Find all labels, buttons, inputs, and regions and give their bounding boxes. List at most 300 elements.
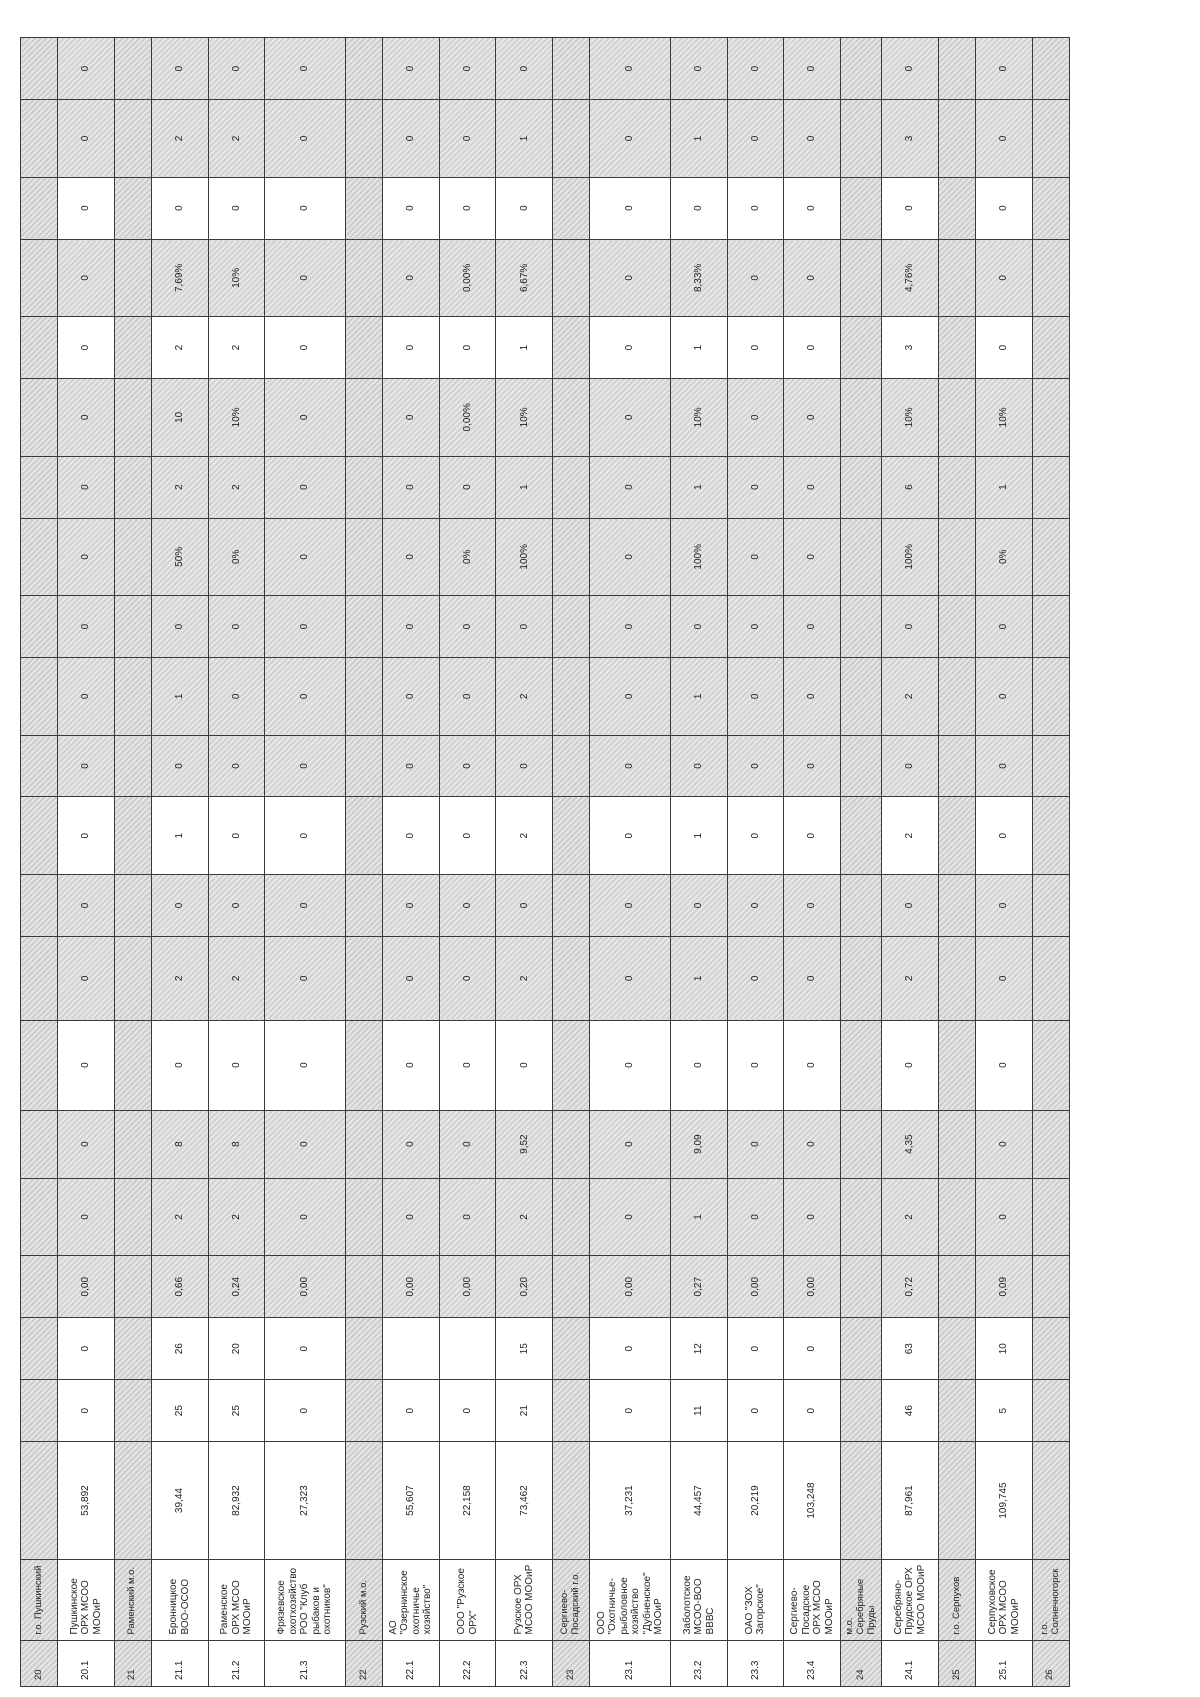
table-cell: 0 [590, 379, 671, 456]
empty-cell [841, 1256, 882, 1318]
table-cell: 0 [784, 239, 841, 316]
table-cell: 0 [439, 1020, 496, 1110]
table-cell: 0 [383, 177, 440, 239]
table-cell: 10% [496, 379, 553, 456]
table-cell: 0 [265, 317, 346, 379]
empty-cell [841, 100, 882, 177]
table-cell: 0 [882, 177, 939, 239]
empty-cell [21, 1020, 58, 1110]
table-cell: 0 [439, 317, 496, 379]
table-cell: 2 [882, 658, 939, 735]
table-cell: 0 [383, 317, 440, 379]
table-cell: 0 [784, 936, 841, 1020]
table-cell: 0 [265, 936, 346, 1020]
table-cell: 0 [383, 936, 440, 1020]
table-cell: 0 [882, 38, 939, 100]
table-cell: 0% [439, 518, 496, 595]
table-cell: 1 [670, 797, 727, 874]
table-cell: 0 [265, 1110, 346, 1178]
row-number: 23.2 [670, 1640, 727, 1686]
rotated-page [20, 37, 1070, 1687]
table-cell: 0 [58, 1380, 115, 1442]
table-cell: 10% [670, 379, 727, 456]
table-row [882, 38, 939, 1687]
table-row [784, 38, 841, 1687]
empty-cell [21, 1178, 58, 1255]
table-cell: 0 [439, 797, 496, 874]
table-cell: 0 [383, 1380, 440, 1442]
table-cell: 0,00% [439, 239, 496, 316]
row-name: Заболотское МСОО-ВОО ВВВС [670, 1559, 727, 1640]
table-cell: 0 [882, 1020, 939, 1110]
table-cell: 0 [727, 518, 784, 595]
table-cell: 12 [670, 1318, 727, 1380]
table-cell: 2 [496, 1178, 553, 1255]
table-cell: 0 [727, 379, 784, 456]
table-cell: 6,67% [496, 239, 553, 316]
empty-cell [1032, 1380, 1069, 1442]
table-cell: 0 [727, 936, 784, 1020]
empty-cell [938, 518, 975, 595]
table-cell: 0 [383, 379, 440, 456]
empty-cell [553, 518, 590, 595]
empty-cell [114, 1318, 151, 1380]
empty-cell [114, 38, 151, 100]
table-cell: 0 [208, 177, 265, 239]
empty-cell [114, 239, 151, 316]
empty-cell [1032, 658, 1069, 735]
empty-cell [345, 936, 382, 1020]
row-number: 23.4 [784, 1640, 841, 1686]
empty-cell [345, 1256, 382, 1318]
table-cell: 0 [784, 658, 841, 735]
empty-cell [938, 177, 975, 239]
group-row [21, 38, 58, 1687]
empty-cell [938, 317, 975, 379]
table-cell: 10 [151, 379, 208, 456]
table-cell: 0 [383, 797, 440, 874]
table-cell: 0 [727, 797, 784, 874]
empty-cell [21, 1318, 58, 1380]
table-cell: 100% [496, 518, 553, 595]
empty-cell [114, 317, 151, 379]
table-cell: 0 [784, 735, 841, 797]
table-cell: 1 [670, 317, 727, 379]
table-cell: 0 [590, 797, 671, 874]
empty-cell [345, 735, 382, 797]
table-cell: 1 [670, 1178, 727, 1255]
row-name: г.о. Пушкинский [21, 1559, 58, 1640]
empty-cell [21, 1110, 58, 1178]
empty-cell [345, 1020, 382, 1110]
table-cell: 50% [151, 518, 208, 595]
empty-cell [841, 1318, 882, 1380]
table-cell: 0 [439, 735, 496, 797]
row-name: ООО "Рузское ОРХ" [439, 1559, 496, 1640]
table-cell: 0 [976, 596, 1033, 658]
empty-cell [1032, 379, 1069, 456]
table-cell: 0% [208, 518, 265, 595]
table-cell: 0 [58, 797, 115, 874]
empty-cell [1032, 797, 1069, 874]
empty-cell [553, 1318, 590, 1380]
empty-cell [345, 1318, 382, 1380]
table-cell: 0 [439, 936, 496, 1020]
table-cell: 20 [208, 1318, 265, 1380]
table-cell: 0 [383, 518, 440, 595]
table-cell: 0 [58, 1178, 115, 1255]
empty-cell [841, 658, 882, 735]
table-cell: 0,27 [670, 1256, 727, 1318]
empty-cell [841, 38, 882, 100]
row-name: АО "Озернинское охотничье хозяйство" [383, 1559, 440, 1640]
empty-cell [345, 596, 382, 658]
table-cell: 0 [151, 596, 208, 658]
table-cell: 9,52 [496, 1110, 553, 1178]
table-cell: 0,00 [727, 1256, 784, 1318]
table-cell: 0,00 [265, 1256, 346, 1318]
empty-cell [114, 1178, 151, 1255]
table-cell: 0,00 [439, 1256, 496, 1318]
table-cell: 0 [727, 177, 784, 239]
empty-cell [553, 456, 590, 518]
table-cell: 0 [590, 1020, 671, 1110]
table-cell: 0 [439, 456, 496, 518]
table-cell: 0 [727, 1318, 784, 1380]
empty-cell [1032, 596, 1069, 658]
empty-cell [345, 379, 382, 456]
table-cell: 82,932 [208, 1442, 265, 1560]
empty-cell [1032, 38, 1069, 100]
table-cell: 0,09 [976, 1256, 1033, 1318]
table-cell: 0 [496, 1020, 553, 1110]
table-cell: 0 [976, 874, 1033, 936]
table-cell: 0 [976, 797, 1033, 874]
table-cell: 0 [590, 100, 671, 177]
empty-cell [345, 874, 382, 936]
table-cell: 0 [151, 1020, 208, 1110]
empty-cell [114, 177, 151, 239]
table-cell: 0 [727, 735, 784, 797]
table-cell: 26 [151, 1318, 208, 1380]
empty-cell [841, 239, 882, 316]
table-cell: 11 [670, 1380, 727, 1442]
table-cell: 2 [151, 456, 208, 518]
empty-cell [553, 239, 590, 316]
table-cell: 0 [784, 1318, 841, 1380]
empty-cell [1032, 874, 1069, 936]
empty-cell [553, 1020, 590, 1110]
table-cell: 0 [265, 1380, 346, 1442]
row-number: 23.1 [590, 1640, 671, 1686]
table-cell: 0 [265, 1318, 346, 1380]
table-row [727, 38, 784, 1687]
table-cell: 0 [670, 1020, 727, 1110]
table-cell: 0 [727, 1178, 784, 1255]
table-row [58, 38, 115, 1687]
table-cell: 2 [882, 936, 939, 1020]
table-cell: 0 [208, 38, 265, 100]
table-cell: 0 [58, 518, 115, 595]
empty-cell [114, 797, 151, 874]
table-cell: 0 [590, 38, 671, 100]
table-cell: 0 [58, 379, 115, 456]
table-cell: 10% [976, 379, 1033, 456]
group-row [114, 38, 151, 1687]
table-cell: 0 [590, 518, 671, 595]
table-cell: 0 [58, 1020, 115, 1110]
row-number: 21.1 [151, 1640, 208, 1686]
row-name: Рузское ОРХ МСОО МООиР [496, 1559, 553, 1640]
empty-cell [841, 317, 882, 379]
table-cell: 0 [976, 38, 1033, 100]
table-cell: 0 [976, 735, 1033, 797]
table-cell: 0 [784, 38, 841, 100]
table-cell: 5 [976, 1380, 1033, 1442]
table-cell: 0 [383, 735, 440, 797]
table-cell: 73,462 [496, 1442, 553, 1560]
table-cell: 0 [784, 874, 841, 936]
table-cell: 2 [496, 797, 553, 874]
table-cell: 0 [784, 1380, 841, 1442]
table-cell: 1 [151, 797, 208, 874]
table-cell: 0 [208, 658, 265, 735]
table-cell: 0 [784, 379, 841, 456]
table-cell: 0 [383, 239, 440, 316]
empty-cell [938, 1256, 975, 1318]
table-cell: 0 [208, 596, 265, 658]
row-name: ОАО "ЗОХ Загорское" [727, 1559, 784, 1640]
table-cell: 0 [590, 1178, 671, 1255]
table-cell: 46 [882, 1380, 939, 1442]
table-cell: 0 [58, 1110, 115, 1178]
table-cell: 0 [590, 658, 671, 735]
table-cell: 0 [208, 874, 265, 936]
table-cell: 0 [590, 596, 671, 658]
table-cell: 0 [151, 735, 208, 797]
table-cell: 0 [439, 1178, 496, 1255]
table-cell: 0 [976, 658, 1033, 735]
empty-cell [1032, 1318, 1069, 1380]
empty-cell [1032, 100, 1069, 177]
row-number: 25 [938, 1640, 975, 1686]
table-cell: 100% [882, 518, 939, 595]
table-cell: 1 [496, 456, 553, 518]
row-number: 26 [1032, 1640, 1069, 1686]
row-name: Раменское ОРХ МСОО МООиР [208, 1559, 265, 1640]
table-cell: 0 [882, 735, 939, 797]
empty-cell [114, 936, 151, 1020]
empty-cell [553, 1380, 590, 1442]
table-cell: 9,09 [670, 1110, 727, 1178]
table-cell: 0 [727, 1020, 784, 1110]
table-cell: 0 [265, 874, 346, 936]
table-cell: 1 [496, 317, 553, 379]
table-cell: 0 [727, 1110, 784, 1178]
table-cell: 0 [265, 1178, 346, 1255]
empty-cell [553, 596, 590, 658]
empty-cell [938, 735, 975, 797]
table-cell: 0 [976, 317, 1033, 379]
row-name: г.о. Серпухов [938, 1559, 975, 1640]
table-cell: 0 [590, 239, 671, 316]
table-cell: 0,00 [784, 1256, 841, 1318]
table-cell: 0 [151, 874, 208, 936]
empty-cell [21, 797, 58, 874]
table-cell: 1 [670, 100, 727, 177]
empty-cell [21, 1380, 58, 1442]
table-cell: 0 [590, 936, 671, 1020]
table-cell: 0 [670, 735, 727, 797]
empty-cell [21, 596, 58, 658]
empty-cell [553, 177, 590, 239]
table-cell: 0 [976, 1178, 1033, 1255]
table-row [439, 38, 496, 1687]
empty-cell [553, 100, 590, 177]
empty-cell [21, 379, 58, 456]
empty-cell [938, 658, 975, 735]
table-cell: 0 [265, 658, 346, 735]
empty-cell [553, 874, 590, 936]
table-cell: 10 [976, 1318, 1033, 1380]
row-number: 20 [21, 1640, 58, 1686]
table-cell: 2 [151, 100, 208, 177]
group-row [1032, 38, 1069, 1687]
row-number: 20.1 [58, 1640, 115, 1686]
table-cell: 25 [208, 1380, 265, 1442]
empty-cell [1032, 456, 1069, 518]
row-number: 23.3 [727, 1640, 784, 1686]
table-row [496, 38, 553, 1687]
empty-cell [1032, 936, 1069, 1020]
group-row [841, 38, 882, 1687]
empty-cell [841, 735, 882, 797]
table-cell: 0 [976, 936, 1033, 1020]
table-cell: 0 [590, 1318, 671, 1380]
empty-cell [1032, 1442, 1069, 1560]
table-cell: 6 [882, 456, 939, 518]
table-cell: 22,158 [439, 1442, 496, 1560]
table-cell: 1 [151, 658, 208, 735]
table-cell: 0 [151, 177, 208, 239]
empty-cell [345, 658, 382, 735]
table-cell: 0 [265, 177, 346, 239]
empty-cell [345, 518, 382, 595]
table-row [670, 38, 727, 1687]
row-name: Фрязевское охотхозяйство РОО "Клуб рыбаков и охотников" [265, 1559, 346, 1640]
table-cell: 100% [670, 518, 727, 595]
row-number: 22 [345, 1640, 382, 1686]
table-cell: 0 [784, 596, 841, 658]
table-cell: 0 [976, 239, 1033, 316]
table-row [151, 38, 208, 1687]
table-cell: 8,33% [670, 239, 727, 316]
empty-cell [938, 239, 975, 316]
empty-cell [938, 1442, 975, 1560]
table-cell: 0 [784, 518, 841, 595]
table-cell: 0 [58, 874, 115, 936]
empty-cell [21, 100, 58, 177]
empty-cell [114, 735, 151, 797]
empty-cell [938, 874, 975, 936]
table-row [976, 38, 1033, 1687]
empty-cell [345, 797, 382, 874]
row-name: ООО "Охотничье-рыболовное хозяйство "Дубненское" МООиР [590, 1559, 671, 1640]
empty-cell [21, 735, 58, 797]
empty-cell [114, 1110, 151, 1178]
row-name: Сергиево-Посадское ОРХ МСОО МООиР [784, 1559, 841, 1640]
table-cell: 3 [882, 317, 939, 379]
table-cell: 0 [727, 100, 784, 177]
group-row [938, 38, 975, 1687]
empty-cell [938, 100, 975, 177]
row-number: 22.2 [439, 1640, 496, 1686]
table-cell: 1 [976, 456, 1033, 518]
table-cell: 0 [265, 1020, 346, 1110]
row-name: г.о. Солнечногорск [1032, 1559, 1069, 1640]
table-cell: 0 [670, 38, 727, 100]
table-cell: 0 [727, 38, 784, 100]
table-cell: 0 [58, 596, 115, 658]
table-cell: 0 [383, 1178, 440, 1255]
group-row [345, 38, 382, 1687]
table-cell: 2 [208, 317, 265, 379]
table-cell: 0 [784, 100, 841, 177]
empty-cell [553, 379, 590, 456]
table-cell: 39,44 [151, 1442, 208, 1560]
empty-cell [1032, 317, 1069, 379]
table-cell: 2 [882, 1178, 939, 1255]
table-cell: 0,20 [496, 1256, 553, 1318]
row-number: 23 [553, 1640, 590, 1686]
table-cell: 0 [58, 239, 115, 316]
empty-cell [841, 1442, 882, 1560]
row-name: Бронницкое ВОО-ОСОО [151, 1559, 208, 1640]
table-cell: 0 [58, 177, 115, 239]
empty-cell [938, 1178, 975, 1255]
empty-cell [21, 658, 58, 735]
empty-cell [553, 936, 590, 1020]
empty-cell [841, 1178, 882, 1255]
table-cell: 0 [784, 797, 841, 874]
table-cell: 0 [590, 1380, 671, 1442]
empty-cell [553, 735, 590, 797]
table-cell: 0 [151, 38, 208, 100]
table-cell: 20,219 [727, 1442, 784, 1560]
row-name: Серпуховское ОРХ МСОО МООиР [976, 1559, 1033, 1640]
table-cell: 0 [727, 317, 784, 379]
table-cell: 0 [670, 874, 727, 936]
empty-cell [345, 1442, 382, 1560]
table-cell: 0 [784, 177, 841, 239]
empty-cell [21, 239, 58, 316]
table-row [383, 38, 440, 1687]
empty-cell [114, 874, 151, 936]
empty-cell [553, 1178, 590, 1255]
table-cell: 0 [590, 874, 671, 936]
empty-cell [21, 456, 58, 518]
table-cell: 0,24 [208, 1256, 265, 1318]
empty-cell [938, 1380, 975, 1442]
table-cell: 4,76% [882, 239, 939, 316]
empty-cell [345, 177, 382, 239]
table-cell: 0 [496, 735, 553, 797]
empty-cell [345, 38, 382, 100]
empty-cell [114, 1380, 151, 1442]
table-cell: 8 [151, 1110, 208, 1178]
empty-cell [553, 1256, 590, 1318]
table-cell: 0 [265, 379, 346, 456]
